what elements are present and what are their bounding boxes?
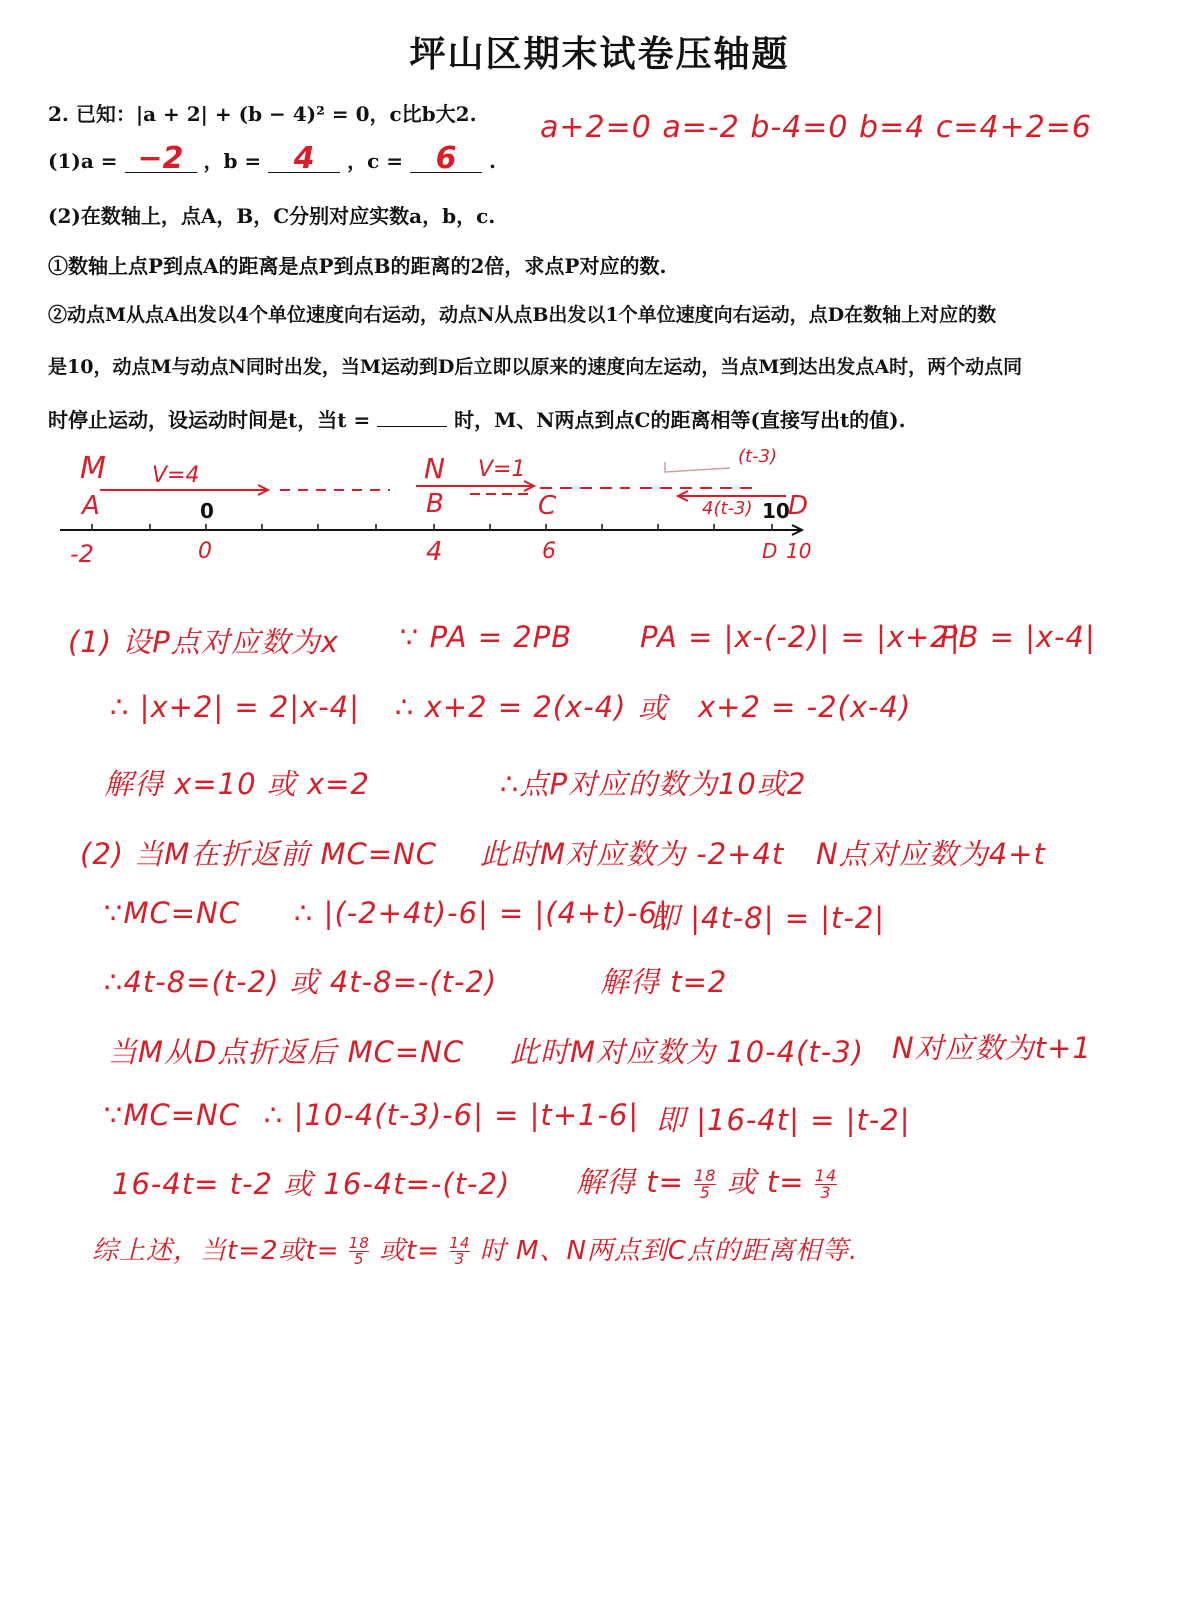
number-neg2: -2: [70, 540, 94, 568]
handwriting-top-answer: a+2=0 a=-2 b-4=0 b=4 c=4+2=6: [540, 110, 1093, 145]
sol1-line3-b: ∴点P对应的数为10或2: [500, 767, 807, 801]
fraction-14-3-b: [449, 1236, 470, 1267]
sol2-line1-c: N点对应数为4+t: [816, 837, 1046, 871]
sol2-line3-b: 解得 t=2: [600, 965, 728, 999]
label-A: A: [82, 491, 100, 521]
number-6: 6: [542, 539, 556, 564]
question-part2-2-line3: [48, 404, 906, 433]
frac-den: 3: [820, 1182, 832, 1202]
sol1-line3-a: 解得 x=10 或 x=2: [104, 767, 370, 801]
frac-den: 5: [354, 1250, 365, 1268]
sol2-line5-c: 即 |16-4t| = |t-2|: [656, 1103, 911, 1137]
number-4: 4: [426, 537, 443, 567]
concl-g: 时 M、N两点到C点的距离相等.: [479, 1236, 859, 1266]
question-part2-1: ①数轴上点P到点A的距离是点P到点B的距离的2倍，求点P对应的数.: [48, 254, 667, 278]
part1-end: .: [488, 149, 496, 173]
answer-c: 6: [410, 146, 482, 173]
answer-b: 4: [268, 146, 340, 173]
question-stem: 2. 已知：|a + 2| + (b − 4)² = 0，c比b大2.: [48, 102, 477, 126]
printed-ten: 10: [762, 499, 790, 523]
sol2-line2-a: ∵MC=NC: [104, 896, 240, 930]
number-line-diagram: [40, 440, 840, 580]
label-v1: V=1: [478, 457, 526, 482]
sol1-line1-b: ∵ PA = 2PB: [400, 620, 573, 654]
sol1-line2-or: 或: [638, 691, 669, 725]
part1-c-label: ，c =: [347, 149, 404, 173]
sol2-line4-b: 此时M对应数为 10-4(t-3): [510, 1035, 864, 1069]
part1-b-label: ，b =: [203, 149, 262, 173]
label-t3: (t-3): [738, 446, 778, 467]
sol2-line2-b: ∴ |(-2+4t)-6| = |(4+t)-6|: [294, 896, 669, 930]
sol2-line6-b: 解得 t=: [576, 1165, 684, 1199]
sol1-line1-d: PB = |x-4|: [940, 620, 1096, 654]
sol1-line2-b: ∴ x+2 = 2(x-4): [395, 690, 627, 724]
fraction-18-5-a: [694, 1165, 717, 1202]
sol1-line1-c: PA = |x-(-2)| = |x+2|: [640, 620, 961, 654]
sol2-line5-b: ∴ |10-4(t-3)-6| = |t+1-6|: [264, 1098, 640, 1132]
label-M: M: [80, 451, 106, 486]
sol2-line4-a: 当M从D点折返后 MC=NC: [108, 1035, 465, 1069]
frac-den: 5: [699, 1182, 711, 1202]
frac-num: 14: [449, 1234, 471, 1252]
part1-prefix: (1)a =: [48, 149, 118, 173]
sol2-line2-c: 即 |4t-8| = |t-2|: [650, 901, 886, 935]
label-N: N: [424, 452, 445, 485]
question-part2: (2)在数轴上，点A，B，C分别对应实数a，b，c.: [48, 204, 496, 228]
label-D-top: D: [788, 491, 809, 521]
question-part2-2-line1: ②动点M从点A出发以4个单位速度向右运动，动点N从点B出发以1个单位速度向右运动，点D在数轴上对应的数: [48, 304, 997, 326]
label-4t3: 4(t-3): [702, 498, 753, 519]
sol2-line4-c: N对应数为t+1: [892, 1031, 1092, 1065]
frac-num: 18: [348, 1234, 370, 1252]
sol2-line6-e: 或 t=: [726, 1165, 805, 1199]
sol2-line3-a: ∴4t-8=(t-2) 或 4t-8=-(t-2): [104, 965, 498, 999]
concl-a: 综上述，当t=2或t=: [92, 1236, 340, 1266]
number-D: D: [762, 539, 778, 563]
sol2-line5-a: ∵MC=NC: [104, 1098, 240, 1132]
sol2-line1-b: 此时M对应数为 -2+4t: [480, 837, 785, 871]
sol1-line1-a: (1) 设P点对应数为x: [68, 625, 339, 659]
frac-num: 14: [814, 1165, 838, 1185]
concl-d: 或t=: [379, 1236, 441, 1266]
line3-end: 时，M、N两点到点C的距离相等(直接写出t的值).: [454, 408, 906, 432]
question-part2-2-line2: 是10，动点M与动点N同时出发，当M运动到D后立即以原来的速度向左运动，当点M到达出发点A时，两个动点同: [48, 356, 1023, 378]
label-v4: V=4: [152, 463, 200, 488]
question-part1: [48, 141, 496, 176]
number-10: 10: [786, 539, 812, 563]
sol1-line2-d: x+2 = -2(x-4): [698, 690, 912, 724]
sol2-line6-a: 16-4t= t-2 或 16-4t=-(t-2): [112, 1167, 511, 1201]
fraction-18-5-b: [349, 1236, 370, 1267]
answer-t-blank: [377, 426, 447, 427]
printed-zero: 0: [200, 499, 214, 523]
page-title: 坪山区期末试卷压轴题: [409, 34, 790, 75]
sol1-line2-a: ∴ |x+2| = 2|x-4|: [110, 690, 360, 724]
sol2-line6-result: [576, 1160, 837, 1201]
label-C: C: [538, 491, 557, 521]
number-0: 0: [198, 539, 212, 564]
answer-a: −2: [125, 146, 197, 173]
line3-start: 时停止运动，设运动时间是t，当t =: [48, 408, 371, 432]
sol2-line1-a: (2) 当M在折返前 MC=NC: [80, 837, 438, 871]
label-B: B: [426, 489, 444, 519]
fraction-14-3-a: [814, 1165, 838, 1202]
frac-den: 3: [454, 1250, 466, 1268]
sol2-conclusion: [92, 1230, 858, 1267]
frac-num: 18: [694, 1165, 717, 1185]
